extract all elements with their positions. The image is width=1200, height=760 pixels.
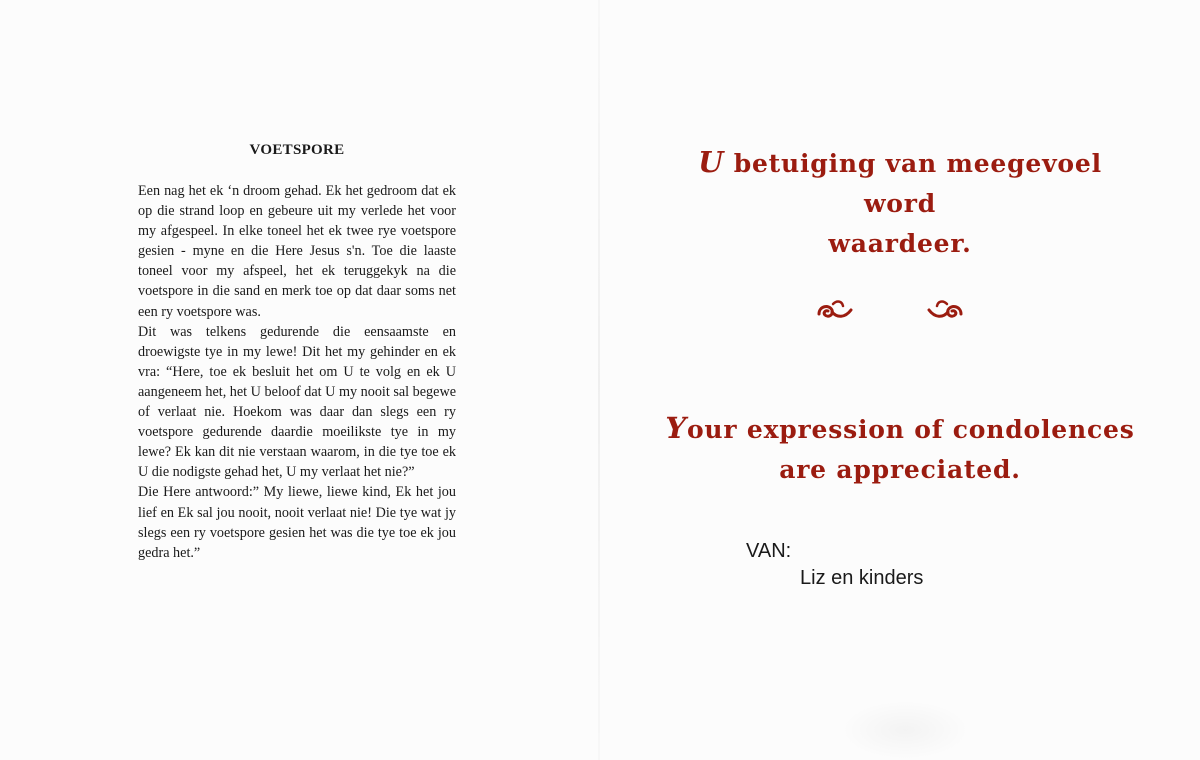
poem-paragraph-2: Dit was telkens gedurende die eensaamste en droewigste tye in my lewe! Dit het my gehinder en ek vra: “Here, toe ek besluit het om U te volg en ek U aangeneem het, het U beloof dat U my nooit sal begewe of verlaat nie. Hoekom was daar dan slegs een ry voetspore gedurende daardie moeilikste tye in my lewe? Ek kan dit nie verstaan waarom, in die tye toe ek U die nodigste gehad het, U my verlaat het nie?”: [138, 323, 456, 481]
scroll-flourish-icon: [925, 298, 965, 324]
afrikaans-heading-line-1: [660, 142, 1140, 224]
poem-paragraph-3: Die Here antwoord:” My liewe, liewe kind, Ek het jou lief en Ek sal jou nooit, nooit verlaat nie! Die tye wat jy slegs een ry voetspore gesien het was die tye toe ek jou gedra het.”: [138, 484, 456, 561]
poem-column: [138, 142, 456, 563]
poem-paragraph-1: Een nag het ek ‘n droom gehad. Ek het gedroom dat ek op die strand loop en gebeure uit my verlede het voor my afgespeel. In elke toneel het ek twee rye voetspore gesien - myne en die Here Jesus s'n. Toe die laaste toneel voor my afspeel, het ek teruggekyk na die voetspore in die sand en merk toe op dat daar soms net een ry voetspore was.: [138, 183, 456, 320]
scroll-flourish-icon: [815, 298, 855, 324]
poem-body: [138, 181, 456, 563]
afrikaans-heading-line-1-text: betuiging van meegevoel word: [724, 149, 1102, 218]
scan-bleed-through: [840, 700, 970, 760]
english-heading-initial: Y: [665, 411, 687, 445]
english-heading-line-1: [640, 408, 1160, 450]
afrikaans-heading-line-2: waardeer.: [828, 229, 972, 258]
afrikaans-heading-initial: U: [698, 145, 725, 179]
poem-title: VOETSPORE: [249, 142, 345, 158]
english-heading-line-2: are appreciated.: [779, 455, 1021, 484]
afrikaans-heading: [660, 142, 1140, 264]
thanks-column: [600, 0, 1200, 760]
english-heading-line-1-text: our expression of condolences: [686, 415, 1135, 444]
from-name: Liz en kinders: [800, 567, 924, 589]
english-heading: [640, 408, 1160, 490]
from-label: VAN:: [746, 540, 792, 562]
